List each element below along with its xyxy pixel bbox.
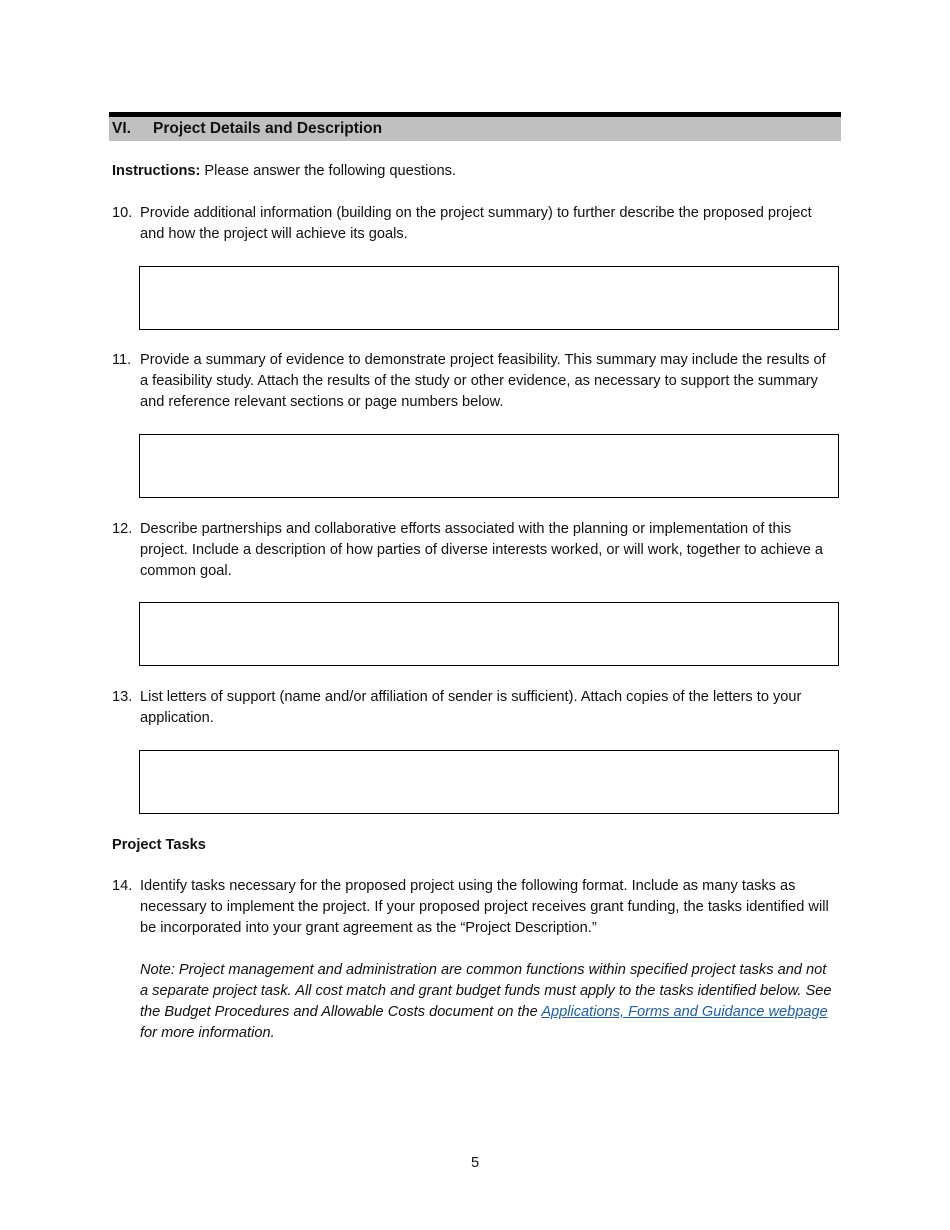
project-tasks-heading: Project Tasks <box>112 837 206 853</box>
note-text-before: Note: Project management and administration are common functions within specified project tasks and not a separate project task. All cost match and grant budget funds must apply to the tasks identified below. See the Budget Procedures and Allowable Costs document on the <box>140 962 832 1020</box>
instructions-text: Please answer the following questions. <box>200 163 456 179</box>
section-title: Project Details and Description <box>153 120 383 137</box>
applications-forms-guidance-link[interactable]: Applications, Forms and Guidance webpage <box>541 1004 828 1020</box>
note-text-after: for more information. <box>140 1025 275 1041</box>
question-number: 14. <box>112 878 133 894</box>
instructions <box>112 161 456 182</box>
question-10 <box>112 203 837 245</box>
note-paragraph <box>140 960 838 1044</box>
question-text: Identify tasks necessary for the proposed project using the following format. Include as many tasks as necessary to implement the project. If your proposed project receives grant funding, the tasks identified will be incorporated into your grant agreement as the “Project Description.” <box>140 878 829 936</box>
question-text: Describe partnerships and collaborative efforts associated with the planning or implementation of this project. Include a description of how parties of diverse interests worked, or will work, together to achieve a common goal. <box>140 521 823 579</box>
question-13 <box>112 687 837 729</box>
answer-box-13[interactable] <box>139 750 839 814</box>
question-11 <box>112 350 837 413</box>
question-number: 10. <box>112 205 133 221</box>
question-text: Provide a summary of evidence to demonstrate project feasibility. This summary may include the results of a feasibility study. Attach the results of the study or other evidence, as necessary to support the summary and reference relevant sections or page numbers below. <box>140 352 826 410</box>
question-12 <box>112 519 837 582</box>
question-14 <box>112 876 837 939</box>
answer-box-12[interactable] <box>139 602 839 666</box>
question-text: List letters of support (name and/or affiliation of sender is sufficient). Attach copies of the letters to your application. <box>140 689 802 726</box>
question-text: Provide additional information (building on the project summary) to further describe the proposed project and how the project will achieve its goals. <box>140 205 812 242</box>
question-number: 13. <box>112 689 133 705</box>
question-number: 11. <box>112 352 132 368</box>
answer-box-11[interactable] <box>139 434 839 498</box>
page-number: 5 <box>470 1155 480 1171</box>
question-number: 12. <box>112 521 133 537</box>
answer-box-10[interactable] <box>139 266 839 330</box>
section-number: VI. <box>112 120 131 137</box>
section-header <box>109 112 841 141</box>
instructions-label: Instructions: <box>112 163 201 179</box>
